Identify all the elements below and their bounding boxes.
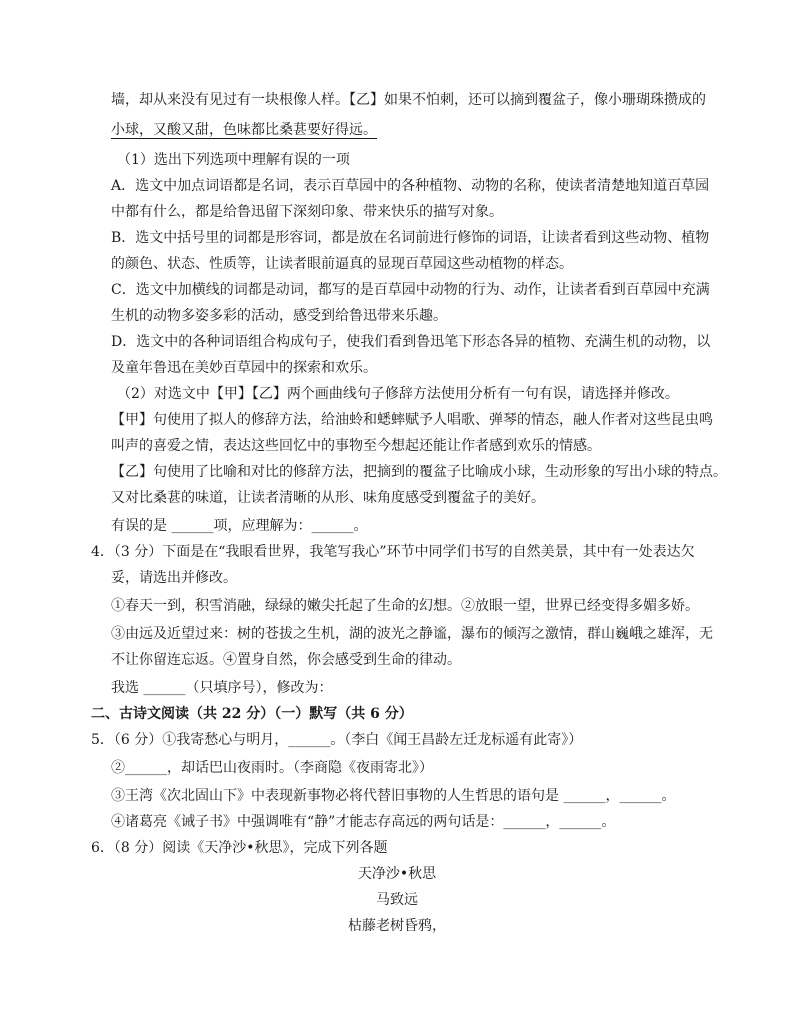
analysis-yi-line-1: 【乙】句使用了比喻和对比的修辞方法，把摘到的覆盆子比喻成小球，生动形象的写出小球的特点。 — [111, 464, 727, 480]
question-4-answer-line: 我选 ______（只填序号），修改为： — [111, 680, 333, 696]
question-6-prompt: 6．（8 分）阅读《天净沙•秋思》，完成下列各题 — [91, 840, 388, 856]
passage-line-2: 小球，又酸又甜，色味都比桑葚要好得远。 — [111, 122, 377, 138]
option-d-line-1: D．选文中的各种词语组合构成句子，使我们看到鲁迅笔下形态各异的植物、充满生机的动物，以 — [111, 334, 711, 350]
analysis-yi-line-2: 又对比桑葚的味道，让读者清晰的从形、味角度感受到覆盆子的美好。 — [111, 490, 545, 506]
question-4-text-line-1: ①春天一到，积雪消融，绿绿的嫩尖托起了生命的幻想。②放眼一望，世界已经变得多媚多娇。 — [111, 598, 699, 614]
poem-author: 马致远 — [376, 892, 418, 908]
option-a-line-1: A．选文中加点词语都是名词，表示百草园中的各种植物、动物的名称，使读者清楚地知道百草园 — [111, 178, 710, 194]
question-4-text-line-2: ③由远及近望过来：树的苍拔之生机，湖的波光之静谧，瀑布的倾泻之激情，群山巍峨之雄浑，无 — [111, 626, 713, 642]
poem-title: 天净沙•秋思 — [357, 866, 437, 882]
question-5-item-3: ③王湾《次北固山下》中表现新事物必将代替旧事物的人生哲思的语句是 ______，______。 — [111, 788, 676, 804]
question-4-text-line-3: 不让你留连忘返。④置身自然，你会感受到生命的律动。 — [111, 652, 461, 668]
question-4-prompt-line-2: 妥，请选出并修改。 — [111, 570, 237, 586]
analysis-jia-line-1: 【甲】句使用了拟人的修辞方法，给油蛉和蟋蟀赋予人唱歌、弹琴的情态，融人作者对这些昆虫鸣 — [111, 412, 713, 428]
option-b-line-2: 的颜色、状态、性质等，让读者眼前逼真的显现百草园这些动植物的样态。 — [111, 256, 573, 272]
analysis-jia-line-2: 叫声的喜爱之情，表达这些回忆中的事物至今想起还能让作者感到欢乐的情感。 — [111, 438, 601, 454]
passage-line-1: 墙，却从来没有见过有一块根像人样。【乙】如果不怕刺，还可以摘到覆盆子，像小珊瑚珠攒成的 — [111, 92, 706, 108]
option-a-line-2: 中都有什么，都是给鲁迅留下深刻印象、带来快乐的描写对象。 — [111, 204, 503, 220]
subquestion-1-prompt: （1）选出下列选项中理解有误的一项 — [117, 152, 350, 168]
poem-line-1: 枯藤老树昏鸦， — [348, 918, 446, 934]
question-5-item-1: 5．（6 分）①我寄愁心与明月，______。（李白《闻王昌龄左迁龙标遥有此寄》） — [91, 732, 583, 748]
section-heading-classical-poetry: 二、古诗文阅读（共 22 分）（一）默写（共 6 分） — [91, 706, 413, 722]
option-b-line-1: B．选文中括号里的词都是形容词，都是放在名词前进行修饰的词语，让读者看到这些动物、植物 — [111, 230, 710, 246]
option-d-line-2: 及童年鲁迅在美妙百草园中的探索和欢乐。 — [111, 360, 377, 376]
option-c-line-1: C．选文中加横线的词都是动词，都写的是百草园中动物的行为、动作，让读者看到百草园中充满 — [111, 282, 710, 298]
subquestion-2-prompt: （2）对选文中【甲】【乙】两个画曲线句子修辞方法使用分析有一句有误，请选择并修改。 — [117, 386, 679, 402]
question-5-item-4: ④诸葛亮《诫子书》中强调唯有“静”才能志存高远的两句话是：______，______。 — [111, 814, 616, 830]
option-c-line-2: 生机的动物多姿多彩的活动，感受到给鲁迅带来乐趣。 — [111, 308, 447, 324]
question-5-item-2: ②______，却话巴山夜雨时。（李商隐《夜雨寄北》） — [111, 760, 433, 776]
question-4-prompt-line-1: 4．（3 分）下面是在“我眼看世界，我笔写我心”环节中同学们书写的自然美景，其中有一处表达欠 — [91, 544, 695, 560]
answer-line-subq2: 有误的是 ______项，应理解为：______。 — [111, 518, 368, 534]
